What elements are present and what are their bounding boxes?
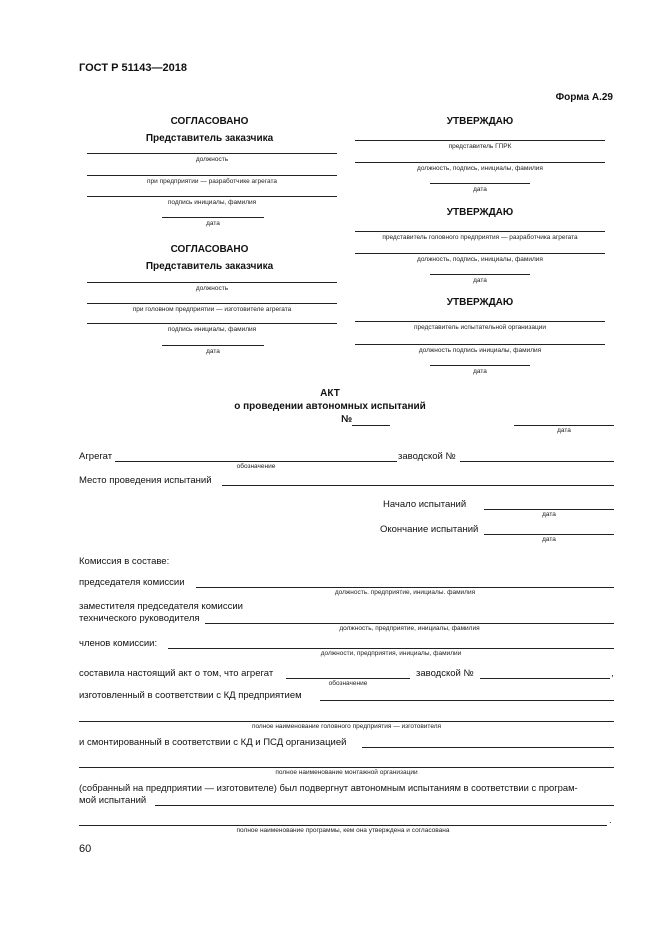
position-line[interactable] [87, 153, 337, 154]
end-line[interactable] [484, 534, 614, 535]
act-subtitle: о проведении автономных испытаний [234, 401, 426, 412]
act-date-line[interactable] [514, 425, 614, 426]
signature-caption: подпись инициалы, фамилия [167, 199, 257, 206]
rep-caption: представитель испытательной организации [414, 324, 546, 331]
serial-label: заводской № [398, 451, 456, 462]
tested-text-line-1: (собранный на предприятии — изготовителе) был подвергнут автономным испытаниям в соответствии с програм- [79, 782, 578, 793]
unit-line[interactable] [115, 461, 397, 462]
deputy-label: заместителя председателя комиссии [79, 601, 243, 612]
members-line[interactable] [168, 648, 614, 649]
agreed-heading: СОГЛАСОВАНО [170, 116, 249, 127]
date-caption: дата [473, 368, 487, 375]
date-line[interactable] [162, 345, 264, 346]
unit-label: Агрегат [79, 451, 113, 462]
members-label: членов комиссии: [79, 638, 158, 649]
standard-code: ГОСТ Р 51143—2018 [79, 62, 187, 74]
rep-line[interactable] [355, 140, 605, 141]
enterprise-caption: при предприятии — разработчике агрегата [147, 178, 277, 185]
deputy-line[interactable] [205, 623, 614, 624]
approve-heading: УТВЕРЖДАЮ [446, 207, 514, 218]
date-line[interactable] [162, 217, 264, 218]
sig-line[interactable] [355, 253, 605, 254]
deputy-caption: должность, предприятие, инициалы, фамилия [339, 625, 480, 632]
start-caption: дата [542, 511, 556, 518]
mounted-caption: полное наименование монтажной организации [275, 769, 418, 776]
composed-label: составила настоящий акт о том, что агрегат [79, 668, 274, 679]
serial-line[interactable] [460, 461, 614, 462]
start-line[interactable] [484, 509, 614, 510]
signature-line[interactable] [87, 323, 337, 324]
rep-caption: представитель ГПРК [448, 143, 512, 150]
tested-text-line-2: мой испытаний [79, 795, 147, 806]
members-caption: должности, предприятия, инициалы, фамилии [320, 650, 462, 657]
composed-line[interactable] [286, 678, 410, 679]
date-caption: дата [473, 186, 487, 193]
act-number-label: № [341, 414, 353, 425]
rep-caption: представитель головного предприятия — разработчика агрегата [382, 234, 578, 241]
end-caption: дата [542, 536, 556, 543]
agreed-heading: СОГЛАСОВАНО [170, 244, 249, 255]
place-line[interactable] [222, 485, 614, 486]
enterprise-line[interactable] [87, 303, 337, 304]
unit-caption: обозначение [236, 463, 276, 470]
statement-serial-label: заводской № [416, 668, 474, 679]
mounted-line-2[interactable] [79, 767, 614, 768]
rep-line[interactable] [355, 321, 605, 322]
end-label: Окончание испытаний [380, 524, 479, 535]
approve-heading: УТВЕРЖДАЮ [446, 116, 514, 127]
date-caption: дата [473, 277, 487, 284]
mounted-label: и смонтированный в соответствии с КД и ПСД организацией [79, 737, 347, 748]
program-caption: полное наименование программы, кем она утверждена и согласована [236, 827, 450, 834]
composed-caption: обозначение [328, 680, 368, 687]
program-line-2[interactable] [79, 825, 607, 826]
date-caption: дата [206, 348, 220, 355]
rep-line[interactable] [355, 231, 605, 232]
mounted-line-1[interactable] [362, 747, 614, 748]
position-caption: должность [195, 156, 229, 163]
sig-caption: должность, подпись, инициалы, фамилия [417, 256, 543, 263]
date-line[interactable] [430, 365, 530, 366]
enterprise-caption: при головном предприятии — изготовителе агрегата [132, 306, 292, 313]
statement-comma: , [611, 668, 614, 679]
made-line-2[interactable] [79, 721, 614, 722]
position-caption: должность [195, 285, 229, 292]
made-caption: полное наименование головного предприятия — изготовителя [251, 723, 442, 730]
chair-caption: должность. предприятие, инициалы. фамилия [334, 589, 476, 596]
made-line-1[interactable] [320, 700, 614, 701]
date-caption: дата [206, 220, 220, 227]
start-label: Начало испытаний [383, 499, 467, 510]
tech-lead-label: технического руководителя [79, 613, 200, 624]
place-label: Место проведения испытаний [79, 475, 212, 486]
date-line[interactable] [430, 274, 530, 275]
chair-line[interactable] [196, 587, 614, 588]
page-number: 60 [79, 843, 92, 855]
made-label: изготовленный в соответствии с КД предприятием [79, 690, 302, 701]
sig-caption: должность, подпись, инициалы, фамилия [417, 165, 543, 172]
customer-rep-label: Представитель заказчика [145, 261, 274, 272]
sig-caption: должность подпись инициалы, фамилия [418, 347, 542, 354]
enterprise-line[interactable] [87, 175, 337, 176]
commission-intro: Комиссия в составе: [79, 556, 170, 567]
program-line-1[interactable] [155, 805, 614, 806]
date-line[interactable] [430, 183, 530, 184]
position-line[interactable] [87, 282, 337, 283]
act-number-line[interactable] [352, 425, 390, 426]
statement-serial-line[interactable] [480, 678, 610, 679]
program-period: . [609, 815, 612, 826]
sig-line[interactable] [355, 344, 605, 345]
act-title: АКТ [320, 388, 340, 399]
form-number: Форма А.29 [555, 92, 613, 103]
approve-heading: УТВЕРЖДАЮ [446, 297, 514, 308]
chair-label: председателя комиссии [79, 577, 185, 588]
act-date-caption: дата [557, 427, 571, 434]
customer-rep-label: Представитель заказчика [145, 133, 274, 144]
signature-caption: подпись инициалы, фамилия [167, 326, 257, 333]
sig-line[interactable] [355, 162, 605, 163]
signature-line[interactable] [87, 196, 337, 197]
